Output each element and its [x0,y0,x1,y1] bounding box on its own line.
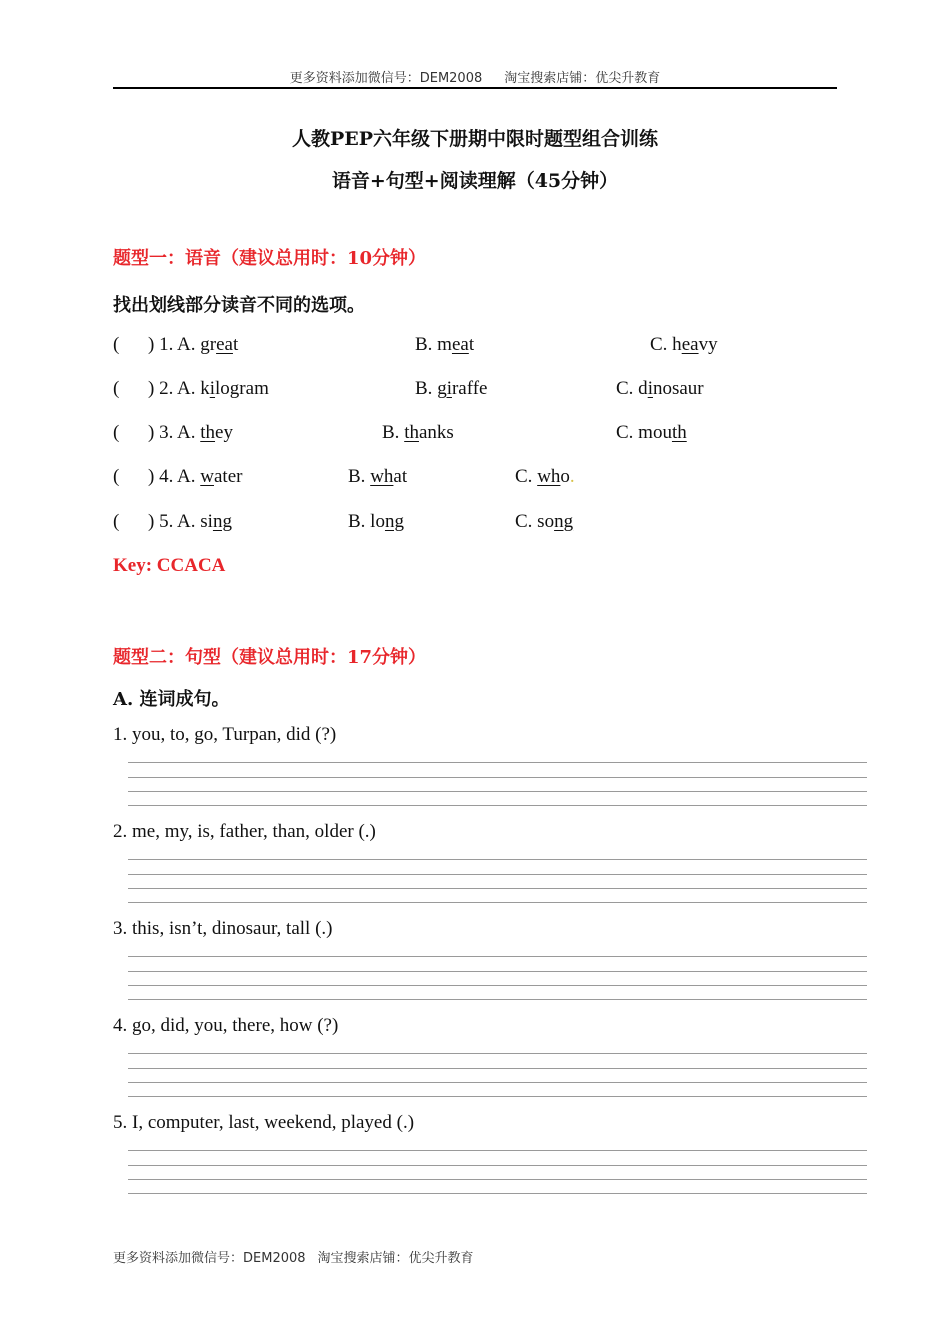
writing-line[interactable] [128,762,867,763]
q3-option-b: B. thanks [382,422,454,443]
sentence-prompt-1: 1. you, to, go, Turpan, did (?) [113,724,337,745]
section1-instruction: 找出划线部分读音不同的选项。 [113,295,365,316]
q2-option-a: ) 2. A. kilogram [148,378,269,399]
writing-line[interactable] [128,956,867,957]
writing-line[interactable] [128,874,867,875]
q3-option-a: ) 3. A. they [148,422,233,443]
sentence-prompt-2: 2. me, my, is, father, than, older (.) [113,821,376,842]
sentence-prompt-4: 4. go, did, you, there, how (?) [113,1015,339,1036]
q5-option-b: B. long [348,511,404,532]
header-shop: 淘宝搜索店铺：优尖升教育 [504,71,661,86]
writing-line[interactable] [128,1179,867,1180]
q4-option-a: ) 4. A. water [148,466,243,487]
writing-line[interactable] [128,902,867,903]
page-subtitle: 语音+句型+阅读理解（45分钟） [331,170,619,192]
answer-key: Key: CCACA [113,555,226,576]
writing-line[interactable] [128,1082,867,1083]
writing-line[interactable] [128,888,867,889]
writing-line[interactable] [128,1053,867,1054]
writing-line[interactable] [128,805,867,806]
q1-option-a: ) 1. A. great [148,334,239,355]
q4-option-b: B. what [348,466,408,487]
section1-heading: 题型一：语音（建议总用时：10分钟） [113,248,427,269]
writing-line[interactable] [128,1150,867,1151]
q5-paren[interactable]: ( [113,511,120,532]
q3-paren[interactable]: ( [113,422,120,443]
writing-line[interactable] [128,1096,867,1097]
writing-line[interactable] [128,777,867,778]
q2-option-c: C. dinosaur [616,378,704,399]
header-wechat: 更多资料添加微信号：DEM2008 [289,71,483,86]
q5-option-c: C. song [515,511,574,532]
writing-line[interactable] [128,1193,867,1194]
writing-line[interactable] [128,791,867,792]
writing-line[interactable] [128,985,867,986]
sentence-prompt-3: 3. this, isn’t, dinosaur, tall (.) [113,918,333,939]
q1-paren[interactable]: ( [113,334,120,355]
sentence-prompt-5: 5. I, computer, last, weekend, played (.) [113,1112,415,1133]
q1-option-b: B. meat [415,334,475,355]
page-header [0,67,950,86]
writing-line[interactable] [128,859,867,860]
q1-option-c: C. heavy [650,334,718,355]
page-title: 人教PEP六年级下册期中限时题型组合训练 [291,128,659,150]
q2-paren[interactable]: ( [113,378,120,399]
writing-line[interactable] [128,971,867,972]
q4-paren[interactable]: ( [113,466,120,487]
stray-dot: . [569,466,575,487]
section2-heading: 题型二：句型（建议总用时：17分钟） [113,647,427,668]
q3-option-c: C. mouth [616,422,687,443]
section2-subheading: A. 连词成句。 [113,689,230,710]
page-footer [113,1247,474,1266]
footer-shop: 淘宝搜索店铺：优尖升教育 [317,1251,474,1266]
writing-line[interactable] [128,999,867,1000]
q5-option-a: ) 5. A. sing [148,511,232,532]
writing-line[interactable] [128,1068,867,1069]
writing-line[interactable] [128,1165,867,1166]
q4-option-c: C. who. [515,466,575,487]
footer-wechat: 更多资料添加微信号：DEM2008 [113,1251,306,1266]
header-divider [113,87,837,89]
q2-option-b: B. giraffe [415,378,488,399]
